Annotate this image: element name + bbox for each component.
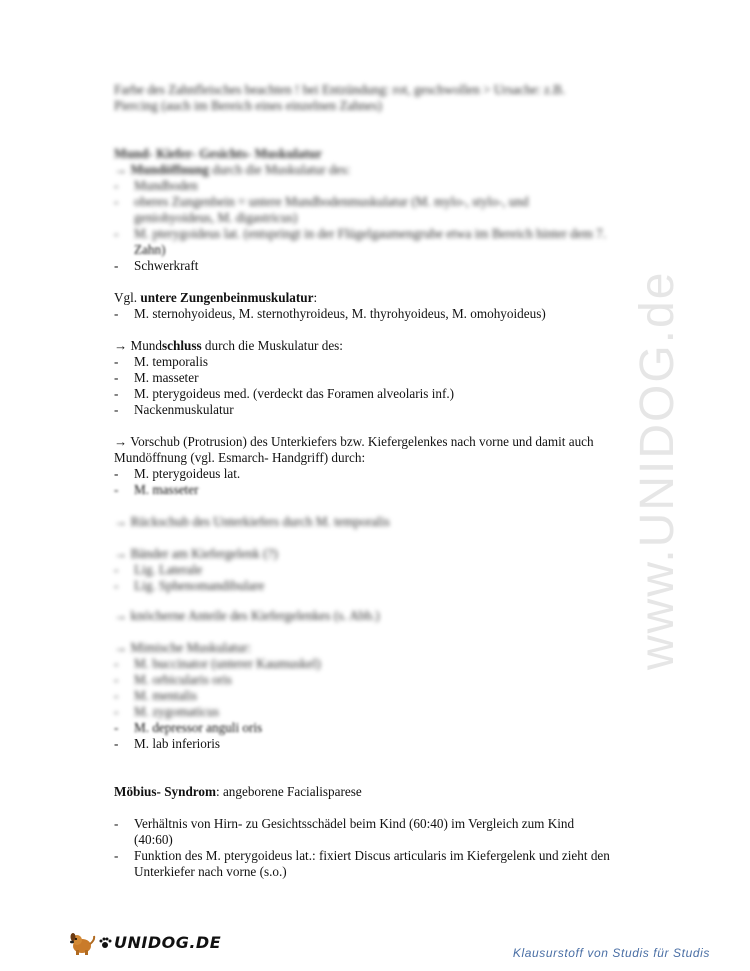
list-item-text: M. zygomaticus: [134, 704, 219, 719]
vgl-prefix: Vgl.: [114, 290, 141, 305]
list-item-text: M. mentalis: [134, 688, 198, 703]
list-item: [114, 402, 234, 418]
list-item-text: Nackenmuskulatur: [134, 402, 234, 417]
list-item-text: M. lab inferioris: [134, 736, 221, 751]
list-item: [114, 720, 262, 736]
list-item: [114, 562, 202, 578]
footer-tagline: Klausurstoff von Studis für Studis: [512, 946, 710, 960]
list-item: [114, 178, 198, 194]
list-item: [114, 258, 198, 274]
dash: -: [114, 354, 119, 369]
list-item-continuation: (40:60): [134, 832, 173, 847]
dash: -: [114, 306, 119, 321]
list-item: [114, 226, 606, 242]
list-item-continuation: geniohyoideus, M. digastricus): [134, 210, 298, 225]
list-item-continuation: Zahn): [134, 242, 166, 257]
dash: -: [114, 672, 119, 687]
dash: -: [114, 386, 119, 401]
dash: -: [114, 656, 119, 671]
list-item-text: Funktion des M. pterygoideus lat.: fixiert Discus articularis im Kiefergelenk und zieht den: [134, 848, 610, 863]
list-item-text: Verhältnis von Hirn- zu Gesichtsschädel beim Kind (60:40) im Vergleich zum Kind: [134, 816, 575, 831]
mundoeffnung-heading: [114, 162, 350, 178]
list-item: [114, 482, 198, 498]
vgl-suffix: :: [313, 290, 318, 305]
vgl-heading: [114, 290, 317, 306]
dash: -: [114, 258, 119, 273]
list-item: [114, 848, 610, 864]
moebius-bold: Möbius- Syndrom: [114, 784, 216, 799]
dash: -: [114, 226, 119, 241]
dash: -: [114, 178, 119, 193]
list-item: [114, 656, 321, 672]
mundoeffnung-rest: durch die Muskulatur des:: [208, 162, 351, 177]
dash: -: [114, 848, 119, 863]
list-item: [114, 688, 197, 704]
list-item-text: oberes Zungenbein = untere Mundbodenmuskulatur (M. mylo-, stylo-, und: [134, 194, 529, 209]
dash: -: [114, 466, 119, 481]
list-item-text: M. masseter: [134, 482, 199, 497]
list-item-text: Mundboden: [134, 178, 198, 193]
list-item-continuation: Unterkiefer nach vorne (s.o.): [134, 864, 287, 879]
list-item: [114, 578, 264, 594]
moebius-rest: : angeborene Facialisparese: [215, 784, 362, 799]
mundoeffnung-bold: Mundöffnung: [130, 162, 209, 177]
list-item-text: M. pterygoideus lat. (entspringt in der Flügelgaumengrube etwa im Bereich hinter dem 7.: [134, 226, 607, 241]
vorschub-line-1: → Vorschub (Protrusion) des Unterkiefers bzw. Kiefergelenkes nach vorne und damit auch: [114, 434, 594, 449]
rueckschub-line: → Rückschub des Unterkiefers durch M. temporalis: [114, 514, 390, 529]
list-item-text: M. orbicularis oris: [134, 672, 232, 687]
dash: -: [114, 704, 119, 719]
list-item: [114, 370, 198, 386]
list-item: [114, 736, 220, 752]
list-item-text: M. sternohyoideus, M. sternothyroideus, M. thyrohyoideus, M. omohyoideus): [134, 306, 546, 321]
dog-icon: [68, 930, 96, 956]
list-item: [114, 354, 208, 370]
list-item-text: Lig. Sphenomandibulare: [134, 578, 265, 593]
footer-logo: [68, 930, 221, 956]
list-item-text: M. temporalis: [134, 354, 208, 369]
paw-icon: [98, 936, 112, 950]
dash: -: [114, 816, 119, 831]
mundschluss-bold: schluss: [162, 338, 202, 353]
intro-line-2: Piercing (auch im Bereich eines einzelnen Zahnes): [114, 98, 383, 113]
intro-line-1: Farbe des Zahnfleisches beachten ! bei Entzündung: rot, geschwollen > Ursache: z.B.: [114, 82, 566, 97]
section-title: Mund- Kiefer- Gesichts- Muskulatur: [114, 146, 322, 161]
list-item-text: M. masseter: [134, 370, 199, 385]
list-item: [114, 816, 574, 832]
list-item: [114, 386, 454, 402]
list-item: [114, 672, 232, 688]
dash: -: [114, 194, 119, 209]
dash: -: [114, 370, 119, 385]
mundschluss-rest: durch die Muskulatur des:: [201, 338, 343, 353]
mundschluss-heading: [114, 338, 343, 354]
list-item-text: M. pterygoideus lat.: [134, 466, 241, 481]
moebius-line: [114, 784, 362, 800]
arrow-icon: →: [114, 338, 131, 353]
watermark: www.UNIDOG.de: [631, 270, 684, 670]
list-item: [114, 194, 529, 210]
list-item: [114, 306, 546, 322]
logo-text: UNIDOG.DE: [114, 933, 222, 952]
list-item: [114, 704, 219, 720]
list-item-text: M. pterygoideus med. (verdeckt das Foramen alveolaris inf.): [134, 386, 455, 401]
dash: -: [114, 736, 119, 751]
arrow-icon: →: [114, 162, 131, 177]
vgl-bold: untere Zungenbeinmuskulatur: [140, 290, 314, 305]
dash: -: [114, 402, 119, 417]
list-item: [114, 466, 240, 482]
dash: -: [114, 688, 119, 703]
dash: -: [114, 578, 119, 593]
mimische-heading: → Mimische Muskulatur:: [114, 640, 251, 655]
vorschub-line-2: Mundöffnung (vgl. Esmarch- Handgriff) durch:: [114, 450, 366, 465]
dash: -: [114, 720, 119, 735]
list-item-text: Schwerkraft: [134, 258, 199, 273]
list-item-text: Lig. Laterale: [134, 562, 203, 577]
baender-heading: → Bänder am Kiefergelenk (?): [114, 546, 278, 561]
list-item-text: M. depressor anguli oris: [134, 720, 263, 735]
list-item-text: M. buccinator (unterer Kaumuskel): [134, 656, 321, 671]
dash: -: [114, 562, 119, 577]
knorpel-line: → knöcherne Anteile des Kiefergelenkes (s. Abb.): [114, 608, 380, 623]
dash: -: [114, 482, 119, 497]
mundschluss-pre: Mund: [130, 338, 162, 353]
